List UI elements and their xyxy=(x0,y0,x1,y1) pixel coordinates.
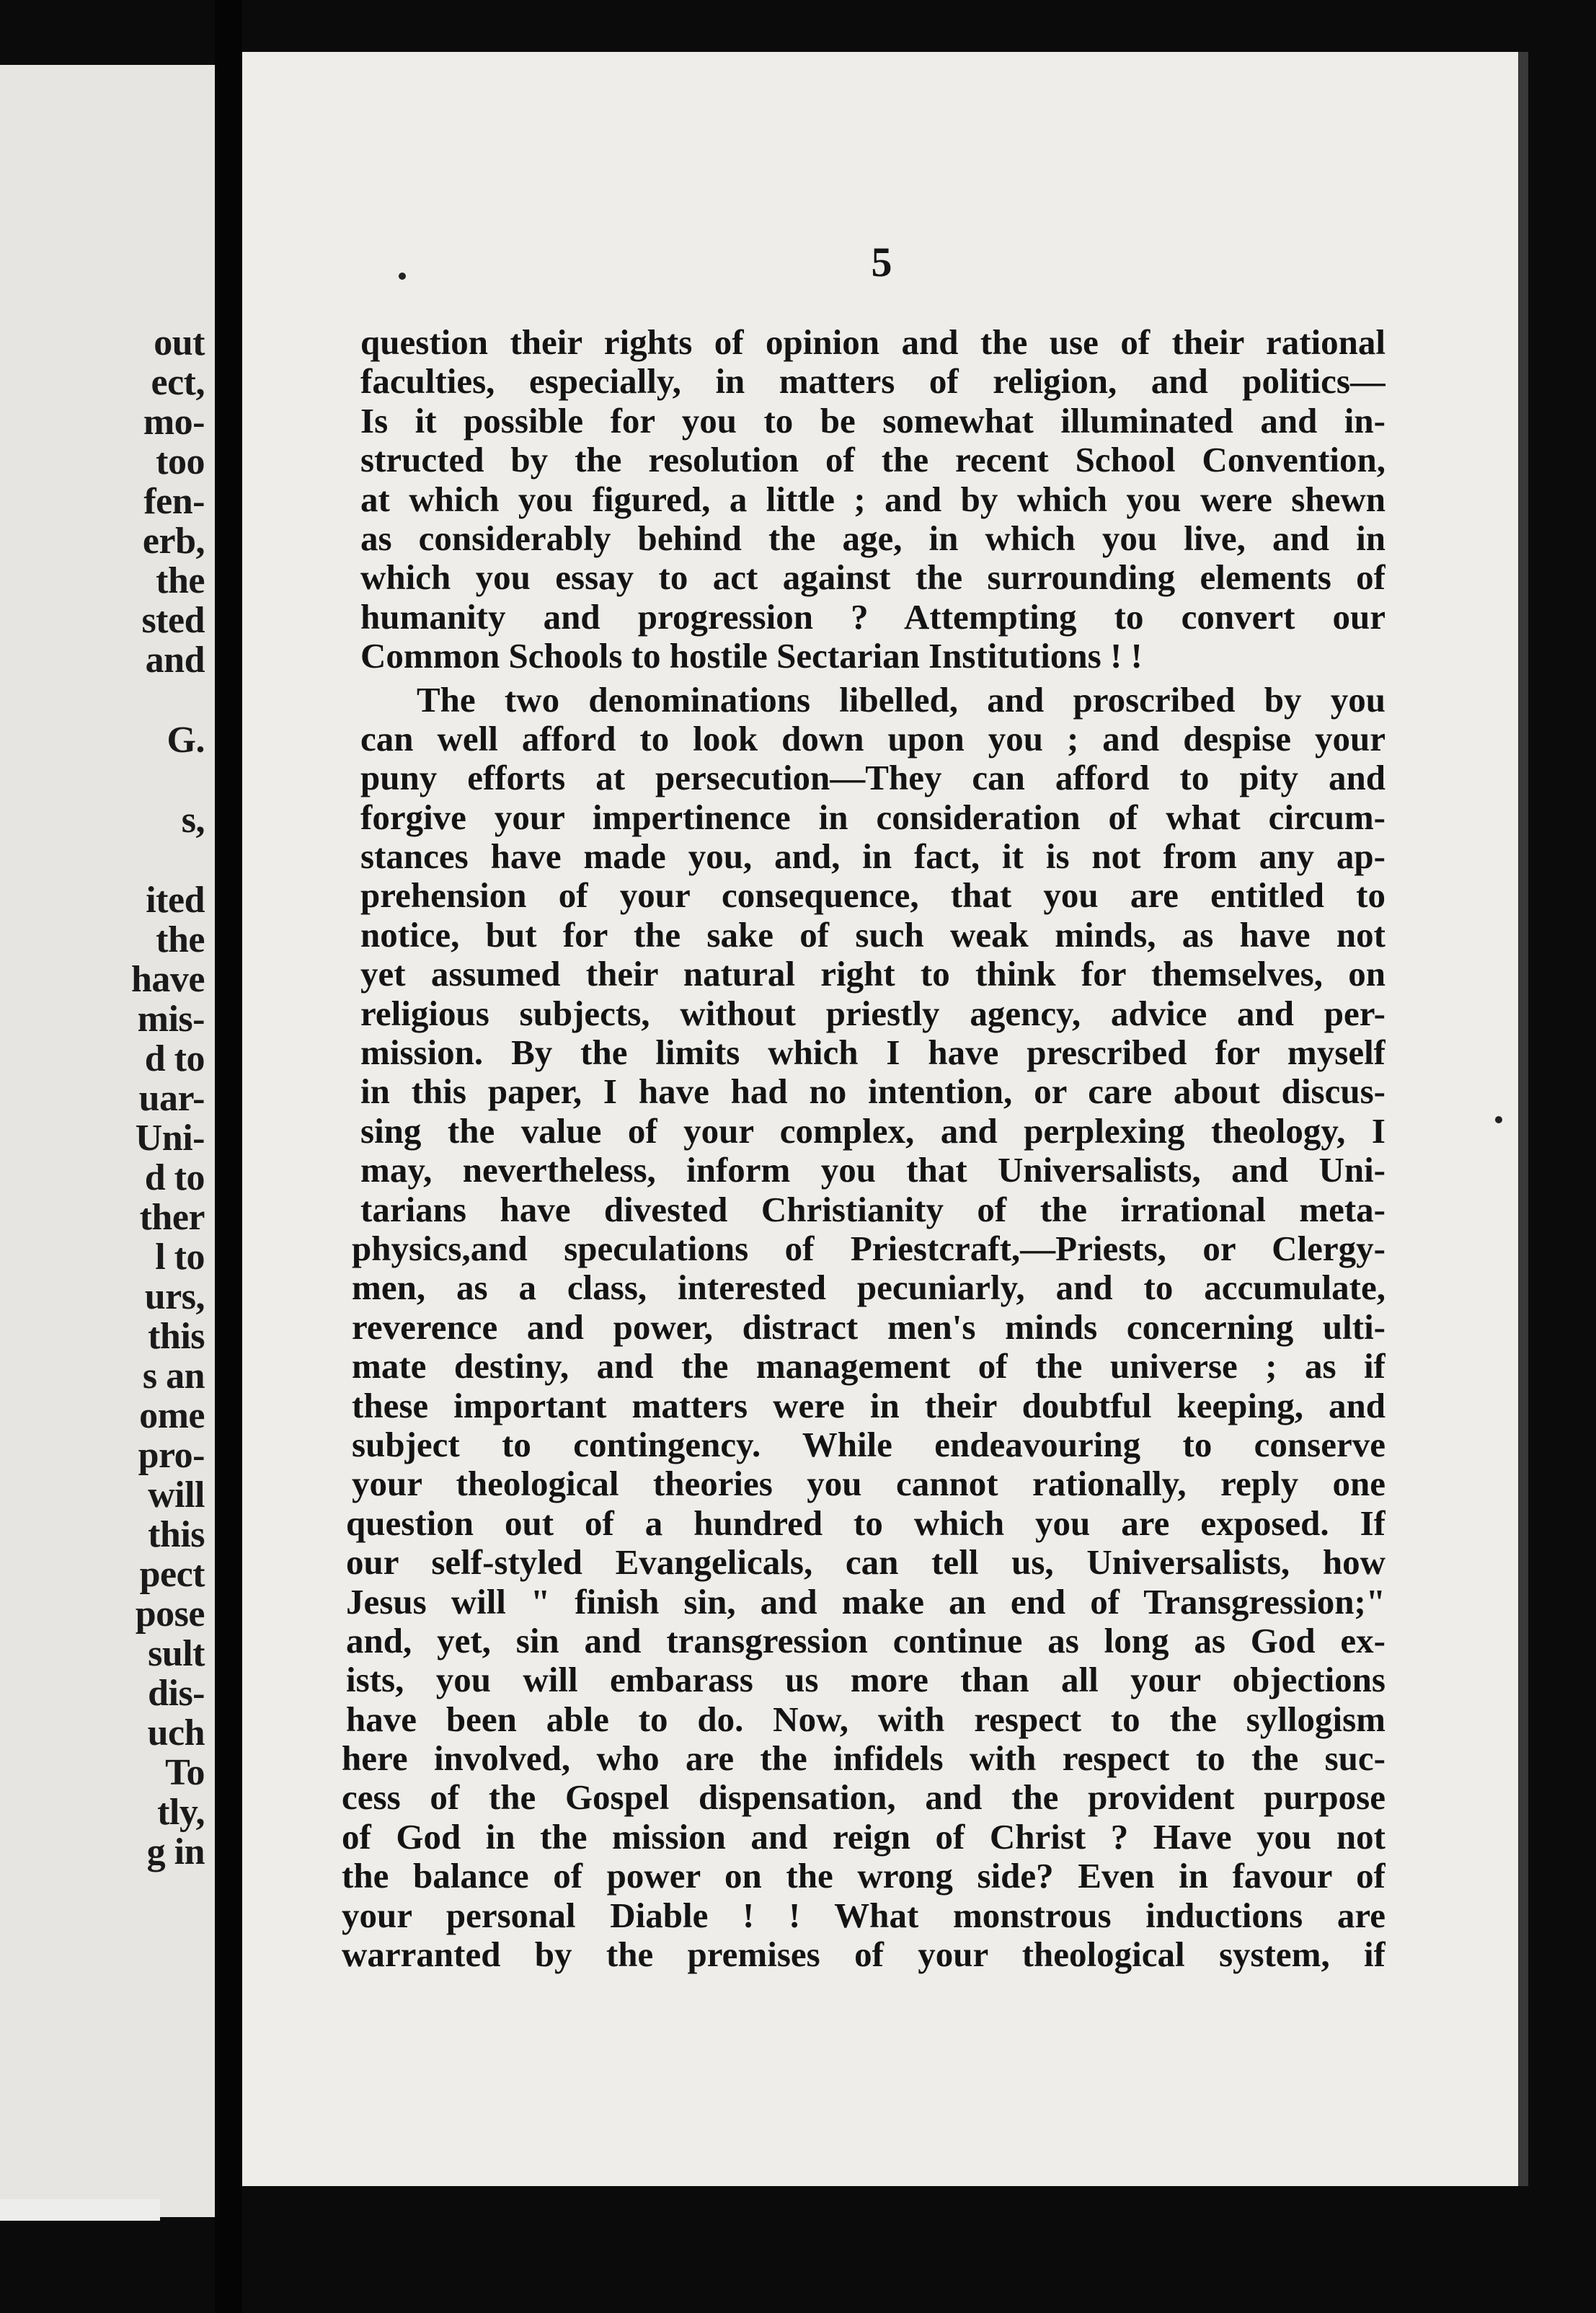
text-line: can well afford to look down upon you ; and despise your xyxy=(360,719,1386,759)
text-line: reverence and power, distract men's minds concerning ulti- xyxy=(352,1307,1386,1347)
text-line: men, as a class, interested pecuniarly, and to accumulate, xyxy=(352,1268,1386,1308)
text-line: warranted by the premises of your theological system, if xyxy=(342,1935,1386,1975)
text-line: here involved, who are the infidels with respect to the suc- xyxy=(342,1739,1386,1779)
text-line: and, yet, sin and transgression continue as long as God ex- xyxy=(346,1621,1386,1660)
fragment-line: mo- xyxy=(143,402,205,443)
text-line: mission. By the limits which I have prescribed for myself xyxy=(360,1033,1386,1073)
text-line: physics,and speculations of Priestcraft,—Priests, or Clergy- xyxy=(352,1229,1386,1268)
text-line-italic: of God in the mission and reign of Christ ? Have you not xyxy=(342,1817,1386,1857)
text-line: your personal Diable ! ! What monstrous inductions are xyxy=(342,1896,1386,1935)
text-line: which you essay to act against the surrounding elements of xyxy=(360,558,1386,598)
fragment-line: s, xyxy=(181,800,205,841)
fragment-line: mis- xyxy=(137,999,205,1040)
text-line: stances have made you, and, in fact, it is not from any ap- xyxy=(360,837,1386,877)
text-line: faculties, especially, in matters of religion, and politics— xyxy=(360,362,1386,402)
text-line-italic: Jesus will " finish sin, and make an end of Transgression;" xyxy=(346,1582,1386,1622)
fragment-line: To xyxy=(165,1752,205,1793)
paragraph-first-line: The two denominations libelled, and proscribed by you xyxy=(417,680,1386,720)
fragment-line: d to xyxy=(144,1157,205,1198)
fragment-line: this xyxy=(148,1316,205,1357)
fragment-line: the xyxy=(156,560,205,601)
text-line: Common Schools to hostile Sectarian Institutions ! ! xyxy=(360,637,1143,676)
page-edge-shadow xyxy=(1518,52,1528,2186)
fragment-line: ther xyxy=(139,1197,205,1238)
text-line: tarians have divested Christianity of the irrational meta- xyxy=(360,1190,1386,1229)
text-line: at which you figured, a little ; and by which you were shewn xyxy=(360,479,1386,519)
fragment-line: out xyxy=(154,322,205,363)
text-line: Is it possible for you to be somewhat illuminated and in- xyxy=(360,401,1386,441)
text-line: subject to contingency. While endeavouring to conserve xyxy=(352,1425,1386,1464)
fragment-line: this xyxy=(148,1514,205,1555)
book-gutter xyxy=(215,0,242,2313)
fragment-line: the xyxy=(156,919,205,960)
text-line: mate destiny, and the management of the universe ; as if xyxy=(352,1347,1386,1387)
text-line: humanity and progression ? Attempting to convert our xyxy=(360,597,1386,637)
text-line: question their rights of opinion and the use of their rational xyxy=(360,323,1386,362)
text-line: in this paper, I have had no intention, or care about discus- xyxy=(360,1072,1386,1112)
fragment-line: and xyxy=(145,640,205,681)
text-line: our self-styled Evangelicals, can tell us, Universalists, how xyxy=(346,1543,1386,1583)
text-line: have been able to do. Now, with respect to the syllogism xyxy=(346,1699,1386,1739)
fragment-line: pose xyxy=(135,1593,205,1635)
text-line-italic: cess of the Gospel dispensation, and the provident purpose xyxy=(342,1778,1386,1818)
fragment-line: sted xyxy=(141,600,205,641)
fragment-line: s an xyxy=(142,1355,205,1397)
text-line: ists, you will embarass us more than all your objections xyxy=(346,1660,1386,1700)
text-line: may, nevertheless, inform you that Universalists, and Uni- xyxy=(360,1151,1386,1190)
fragment-line: sult xyxy=(148,1633,205,1674)
fragment-line: ect, xyxy=(151,362,205,403)
fragment-line: pect xyxy=(139,1554,205,1595)
fragment-line: tly, xyxy=(157,1792,205,1833)
fragment-line: g in xyxy=(146,1831,205,1872)
fragment-line: ited xyxy=(146,880,205,921)
fragment-line: uch xyxy=(147,1712,205,1753)
fragment-line: d to xyxy=(144,1038,205,1079)
text-line: your theological theories you cannot rationally, reply one xyxy=(352,1464,1386,1504)
fragment-line: have xyxy=(131,959,205,1000)
text-line: structed by the resolution of the recent School Convention, xyxy=(360,441,1386,480)
page-number: 5 xyxy=(871,239,892,286)
text-line: puny efforts at persecution—They can afford to pity and xyxy=(360,759,1386,798)
text-line: as considerably behind the age, in which you live, and in xyxy=(360,518,1386,558)
fragment-line: l to xyxy=(155,1237,205,1278)
fragment-line: urs, xyxy=(144,1276,205,1317)
facing-page-text-fragments xyxy=(25,323,205,1872)
fragment-line: too xyxy=(156,441,205,482)
fragment-line: dis- xyxy=(148,1673,205,1714)
fragment-line: ome xyxy=(139,1395,205,1436)
fragment-line: pro- xyxy=(138,1435,205,1476)
fragment-line: will xyxy=(148,1474,205,1516)
text-line: forgive your impertinence in consideration of what circum- xyxy=(360,797,1386,837)
text-line: religious subjects, without priestly agency, advice and per- xyxy=(360,994,1386,1033)
text-line: notice, but for the sake of such weak minds, as have not xyxy=(360,915,1386,955)
fragment-line: uar- xyxy=(138,1078,205,1119)
text-line: sing the value of your complex, and perplexing theology, I xyxy=(360,1111,1386,1151)
ink-speck xyxy=(1495,1116,1502,1123)
fragment-line: Uni- xyxy=(135,1118,205,1159)
body-text xyxy=(342,323,1386,1975)
text-line: question out of a hundred to which you are exposed. If xyxy=(346,1503,1386,1543)
text-line: yet assumed their natural right to think for themselves, on xyxy=(360,955,1386,994)
text-line: prehension of your consequence, that you are entitled to xyxy=(360,876,1386,916)
fragment-line: fen- xyxy=(143,481,205,522)
facing-page-left xyxy=(0,65,215,2217)
paper-scrap xyxy=(0,2199,160,2221)
fragment-line: G. xyxy=(167,720,205,761)
text-line: these important matters were in their doubtful keeping, and xyxy=(352,1386,1386,1425)
fragment-line: erb, xyxy=(142,521,205,562)
ink-speck xyxy=(399,273,406,280)
text-line: the balance of power on the wrong side? Even in favour of xyxy=(342,1857,1386,1896)
